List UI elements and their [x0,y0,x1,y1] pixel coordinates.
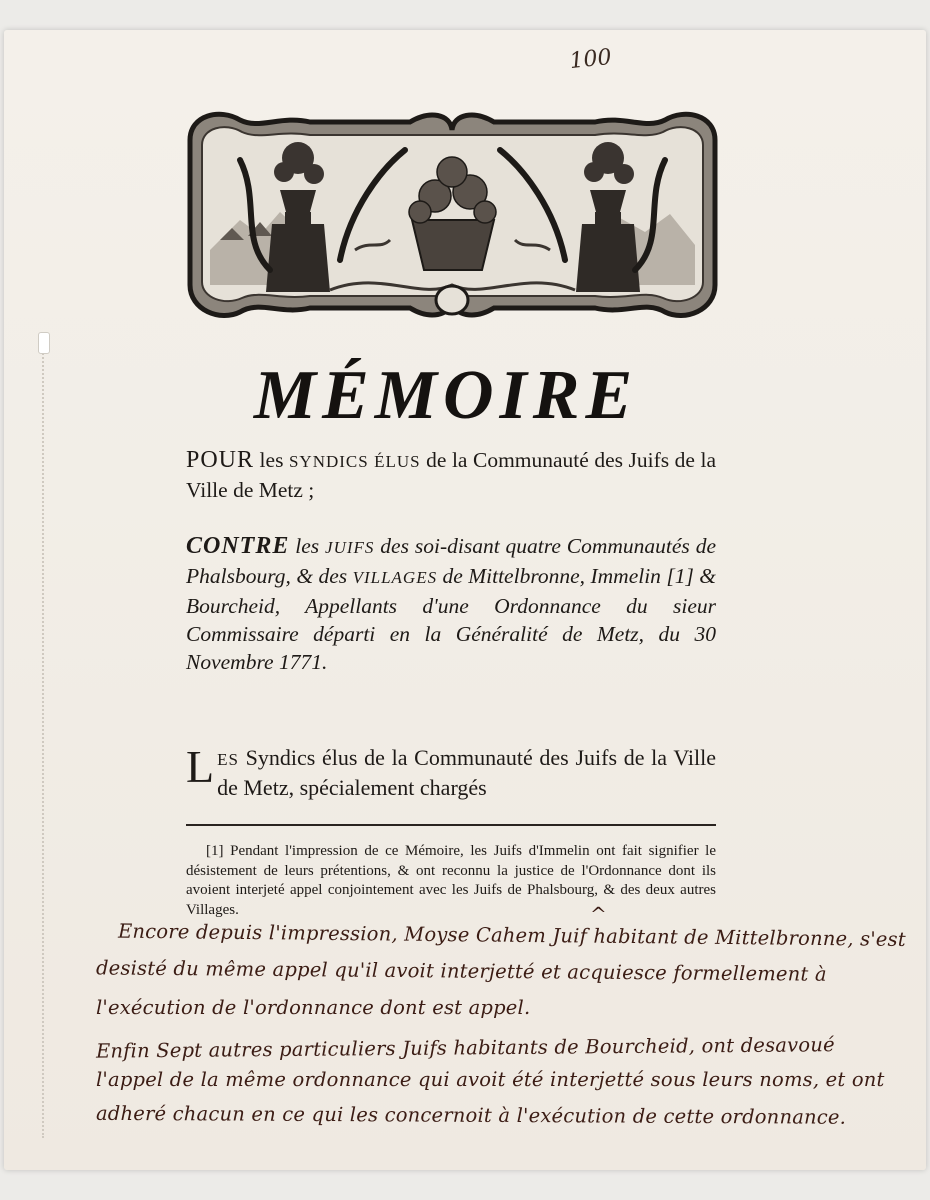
drop-capital: L [186,741,215,792]
opening-paragraph [186,741,716,802]
insertion-caret: ^ [590,902,607,926]
folio-number: 100 [568,44,613,75]
footnote: [1] Pendant l'impression de ce Mémoire, les Juifs d'Immelin ont fait signifier le désistement de leurs prétentions, & ont reconnu la justice de l'Ordonnance dont ils avoient interjeté appel conjointement avec les Juifs de Phalsbourg, & des deux autres Villages. [186,843,716,918]
binding-thread-knot [38,332,50,354]
document-title: MÉMOIRE [253,357,639,434]
pour-text-1: les [254,448,289,472]
engraved-headpiece-ornament [180,100,725,332]
manuscript-line-5: l'appel de la même ordonnance qui avoit été interjetté sous leurs noms, et ont [96,1068,885,1091]
contre-text-2: des soi-disant quatre Communautés de Phalsbourg, & des [186,534,716,588]
manuscript-line-2: desisté du même appel qu'il avoit interjetté et acquiesce formellement à [95,956,827,986]
contre-small-caps-2: VILLAGES [352,568,438,587]
pour-small-caps: SYNDICS ÉLUS [288,452,421,471]
manuscript-line-6: adheré chacun en ce qui les concernoit à l'exécution de cette ordonnance. [95,1101,847,1129]
manuscript-line-1: Encore depuis l'impression, Moyse Cahem Juif habitant de Mittelbronne, s'est [117,919,906,951]
opening-text: Syndics élus de la Communauté des Juifs de la Ville de Metz, spécialement chargés [217,745,716,800]
footnote-rule [186,824,716,826]
pour-paragraph [186,446,716,504]
contre-small-caps-1: JUIFS [325,538,375,557]
contre-paragraph [186,532,716,676]
contre-text-1: les [289,534,326,558]
contre-lead-word: CONTRE [186,533,290,559]
manuscript-line-4: Enfin Sept autres particuliers Juifs habitants de Bourcheid, ont desavoué [95,1033,835,1063]
pour-text-2: de la Communauté des Juifs de la Ville de Metz ; [186,448,716,502]
pour-lead-word: POUR [186,447,255,473]
opening-small-caps: ES [217,750,239,769]
contre-text-3: de Mittelbronne, Immelin [1] & Bourcheid, Appellants d'une Ordonnance du sieur Commissaire départi en la Généralité de Metz, du 30 Novembre 1771. [186,564,716,674]
binding-stitch [42,338,52,1138]
manuscript-line-3: l'exécution de l'ordonnance dont est appel. [96,996,531,1019]
